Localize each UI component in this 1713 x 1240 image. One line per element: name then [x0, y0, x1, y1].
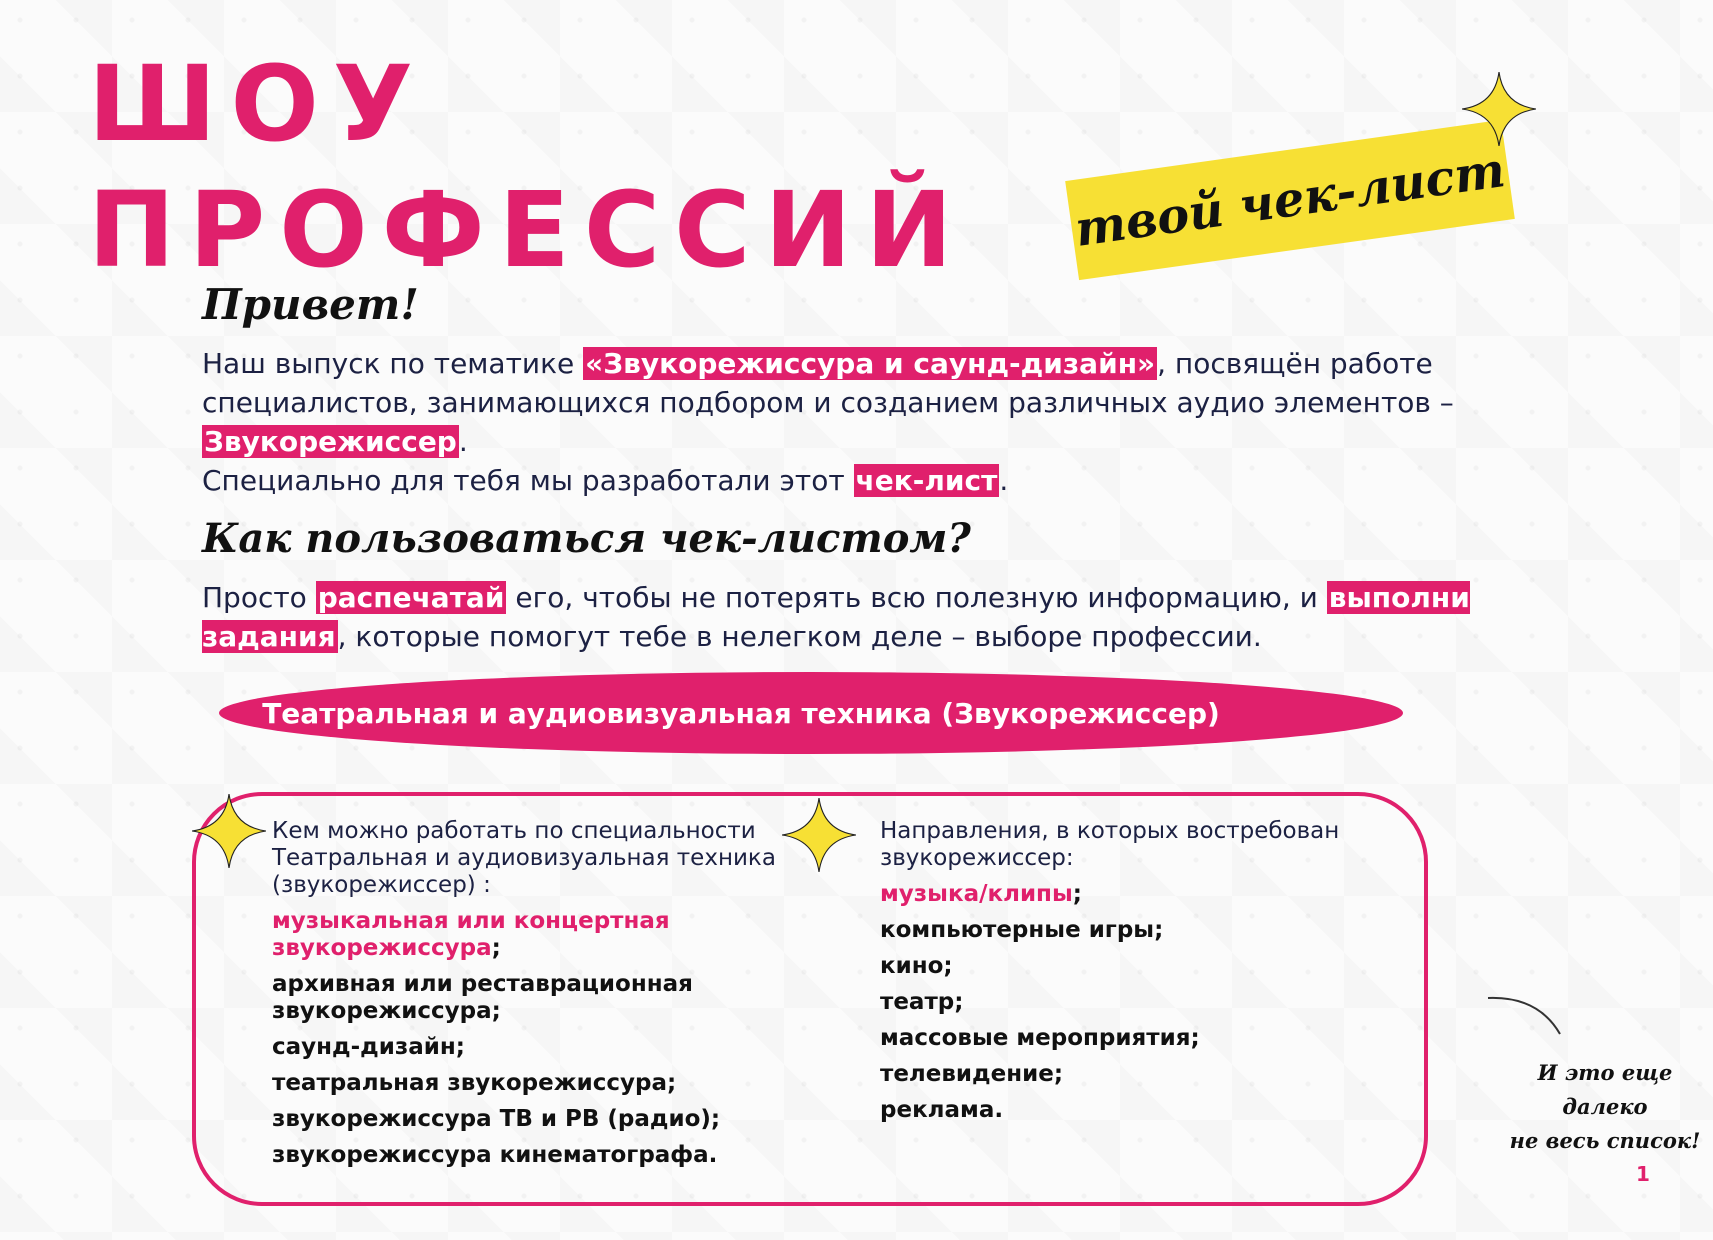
career-option-item: [272, 1142, 792, 1169]
demand-area-item: [880, 1025, 1380, 1052]
demand-area-text: кино;: [880, 953, 953, 979]
career-option-suffix: ;: [491, 935, 501, 961]
career-options-column: [272, 818, 792, 1169]
demand-area-text: реклама.: [880, 1097, 1004, 1123]
demand-area-text: телевидение;: [880, 1061, 1064, 1087]
demand-area-suffix: ;: [1072, 881, 1082, 907]
highlight-profession: Звукорежиссер: [204, 425, 457, 458]
how-to-use-paragraph: [202, 578, 1532, 656]
highlight-tasks: выполни задания: [202, 581, 1470, 653]
handwritten-note: [1500, 1056, 1710, 1158]
career-option-text: звукорежиссура ТВ и РВ (радио);: [272, 1106, 721, 1132]
demand-area-item: [880, 1097, 1380, 1124]
greeting: Привет!: [202, 280, 419, 329]
demand-area-text: театр;: [880, 989, 964, 1015]
note-line: И это еще далеко: [1537, 1060, 1673, 1119]
highlight-print: распечатай: [317, 581, 505, 614]
sparkle-star-icon: [782, 798, 856, 872]
demand-areas-intro: Направления, в которых востребован звукорежиссер:: [880, 818, 1340, 871]
demand-area-item: [880, 1061, 1380, 1088]
career-option-text: звукорежиссура кинематографа.: [272, 1142, 718, 1168]
checklist-banner-label: твой чек-лист: [1071, 142, 1509, 258]
highlight-topic: «Звукорежиссура и саунд-дизайн»: [585, 347, 1156, 380]
how-text: Просто: [202, 581, 316, 614]
demand-area-text: компьютерные игры;: [880, 917, 1164, 943]
demand-areas-column: [880, 818, 1380, 1124]
career-option-item: [272, 971, 792, 1025]
demand-area-item: [880, 917, 1380, 944]
title-line-1: ШОУ: [88, 43, 428, 165]
demand-area-text: музыка/клипы: [880, 881, 1073, 907]
specialty-pill: [219, 672, 1403, 754]
sparkle-star-icon: [192, 794, 266, 868]
intro-text: .: [458, 425, 468, 458]
demand-area-text: массовые мероприятия;: [880, 1025, 1200, 1051]
how-to-use-heading: Как пользоваться чек-листом?: [202, 515, 971, 562]
title-line-2: ПРОФЕССИЙ: [88, 169, 967, 291]
career-options-intro: Кем можно работать по специальности Театральная и аудиовизуальная техника (звукорежиссер) :: [272, 818, 776, 898]
career-option-text: музыкальная или концертная звукорежиссура: [272, 908, 670, 961]
checklist-paragraph: [202, 461, 1532, 500]
curved-arrow-icon: [1486, 994, 1566, 1040]
career-option-item: [272, 908, 792, 962]
intro-text: .: [999, 464, 1009, 497]
checklist-banner: [1065, 120, 1515, 280]
career-option-text: театральная звукорежиссура;: [272, 1070, 677, 1096]
career-option-item: [272, 1034, 792, 1061]
demand-area-item: [880, 989, 1380, 1016]
intro-text: Наш выпуск по тематике: [202, 347, 584, 380]
career-option-item: [272, 1106, 792, 1133]
page-number: 1: [1636, 1162, 1650, 1186]
specialty-title: Театральная и аудиовизуальная техника (Звукорежиссер): [262, 696, 1220, 730]
intro-text: , посвящён работе специалистов, занимающихся подбором и созданием различных аудио элементов –: [202, 347, 1454, 419]
intro-text: Специально для тебя мы разработали этот: [202, 464, 854, 497]
career-option-text: архивная или реставрационная звукорежиссура;: [272, 971, 693, 1024]
intro-paragraph: [202, 344, 1532, 461]
demand-area-item: [880, 881, 1380, 908]
demand-area-item: [880, 953, 1380, 980]
note-line: не весь список!: [1509, 1128, 1701, 1153]
career-option-text: саунд-дизайн;: [272, 1034, 465, 1060]
how-text: , которые помогут тебе в нелегком деле – выборе профессии.: [337, 620, 1262, 653]
highlight-checklist: чек-лист: [855, 464, 998, 497]
career-option-item: [272, 1070, 792, 1097]
how-text: его, чтобы не потерять всю полезную информацию, и: [506, 581, 1327, 614]
sparkle-star-icon: [1462, 72, 1536, 146]
